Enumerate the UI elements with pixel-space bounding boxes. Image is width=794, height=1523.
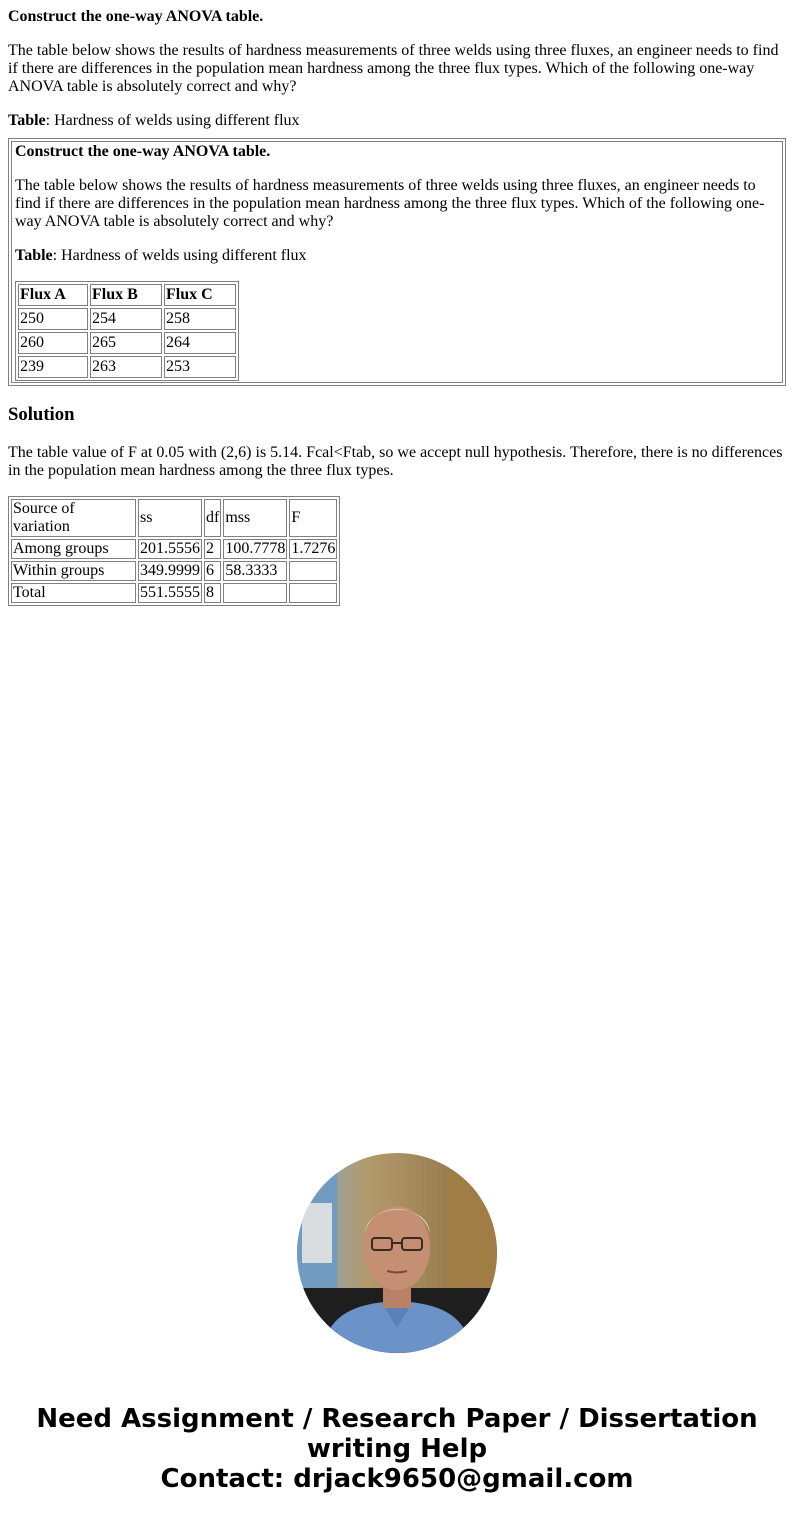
- anova-cell: [223, 583, 287, 603]
- anova-cell: 201.5556: [140, 540, 200, 557]
- solution-heading: Solution: [8, 404, 75, 425]
- anova-header-df: df: [204, 499, 221, 537]
- flux-header-a: Flux A: [18, 284, 88, 306]
- anova-cell: 8: [204, 583, 221, 603]
- flux-header-c: Flux C: [164, 284, 236, 306]
- promo-contact: Contact: drjack9650@gmail.com: [160, 1464, 634, 1494]
- question-box-paragraph: The table below shows the results of hardness measurements of three welds using three fluxes, an engineer needs to find if there are differences in the population mean hardness among the three flux types. Which of the following one-way ANOVA table is absolutely correct and why?: [15, 177, 765, 230]
- flux-cell: 254: [90, 308, 162, 330]
- question-title: Construct the one-way ANOVA table.: [8, 8, 264, 25]
- table-caption: [8, 112, 786, 130]
- anova-cell: Among groups: [11, 539, 136, 559]
- anova-cell: 1.7276: [291, 540, 336, 557]
- anova-header-source: Source of variation: [11, 499, 136, 537]
- flux-cell: 265: [90, 332, 162, 354]
- author-avatar: [297, 1153, 497, 1353]
- anova-row: [11, 539, 337, 559]
- flux-table-header-row: [18, 284, 236, 306]
- table-caption-label: Table: [8, 112, 46, 129]
- question-box-caption-label: Table: [15, 247, 53, 264]
- anova-row: [11, 561, 337, 581]
- anova-cell: [289, 561, 337, 581]
- anova-table: [8, 496, 340, 606]
- table-caption-text: : Hardness of welds using different flux: [45, 112, 300, 129]
- document-body: [8, 8, 786, 606]
- promo-line-2: writing Help: [306, 1434, 488, 1464]
- author-portrait-icon: [297, 1153, 497, 1353]
- flux-cell: 260: [18, 332, 88, 354]
- anova-cell: 100.7778: [225, 540, 286, 557]
- anova-cell: 6: [204, 561, 221, 581]
- anova-cell: [289, 583, 337, 603]
- anova-header-mss: mss: [223, 499, 287, 537]
- question-box-title: Construct the one-way ANOVA table.: [15, 143, 271, 160]
- question-box-caption-text: : Hardness of welds using different flux: [52, 247, 307, 264]
- flux-header-b: Flux B: [90, 284, 162, 306]
- flux-table-row: [18, 332, 236, 354]
- question-paragraph: The table below shows the results of hardness measurements of three welds using three fluxes, an engineer needs to find if there are differences in the population mean hardness among the three flux types. Which of the following one-way ANOVA table is absolutely correct and why?: [8, 42, 779, 95]
- anova-header-ss: ss: [138, 499, 202, 537]
- question-box-cell: [11, 141, 783, 383]
- promo-line-1: Need Assignment / Research Paper / Dissertation: [36, 1404, 758, 1434]
- anova-cell: Within groups: [11, 561, 136, 581]
- flux-cell: 250: [18, 308, 88, 330]
- solution-paragraph: The table value of F at 0.05 with (2,6) is 5.14. Fcal<Ftab, so we accept null hypothesis. Therefore, there is no differences in the population mean hardness among the three flux types.: [8, 444, 783, 479]
- anova-cell: 551.5555: [140, 584, 200, 601]
- flux-cell: 239: [18, 356, 88, 378]
- anova-cell: Total: [11, 583, 136, 603]
- flux-cell: 264: [164, 332, 236, 354]
- anova-header-row: [11, 499, 337, 537]
- anova-cell: 58.3333: [223, 561, 287, 581]
- flux-cell: 253: [164, 356, 236, 378]
- flux-cell: 258: [164, 308, 236, 330]
- flux-cell: 263: [90, 356, 162, 378]
- flux-table: [15, 281, 239, 381]
- promo-banner: [0, 1404, 794, 1494]
- anova-header-f: F: [289, 499, 337, 537]
- anova-row: [11, 583, 337, 603]
- anova-cell: 2: [204, 539, 221, 559]
- flux-table-row: [18, 356, 236, 378]
- flux-table-row: [18, 308, 236, 330]
- anova-cell: 349.9999: [140, 562, 200, 579]
- question-box: [8, 138, 786, 386]
- question-box-caption: [15, 247, 780, 265]
